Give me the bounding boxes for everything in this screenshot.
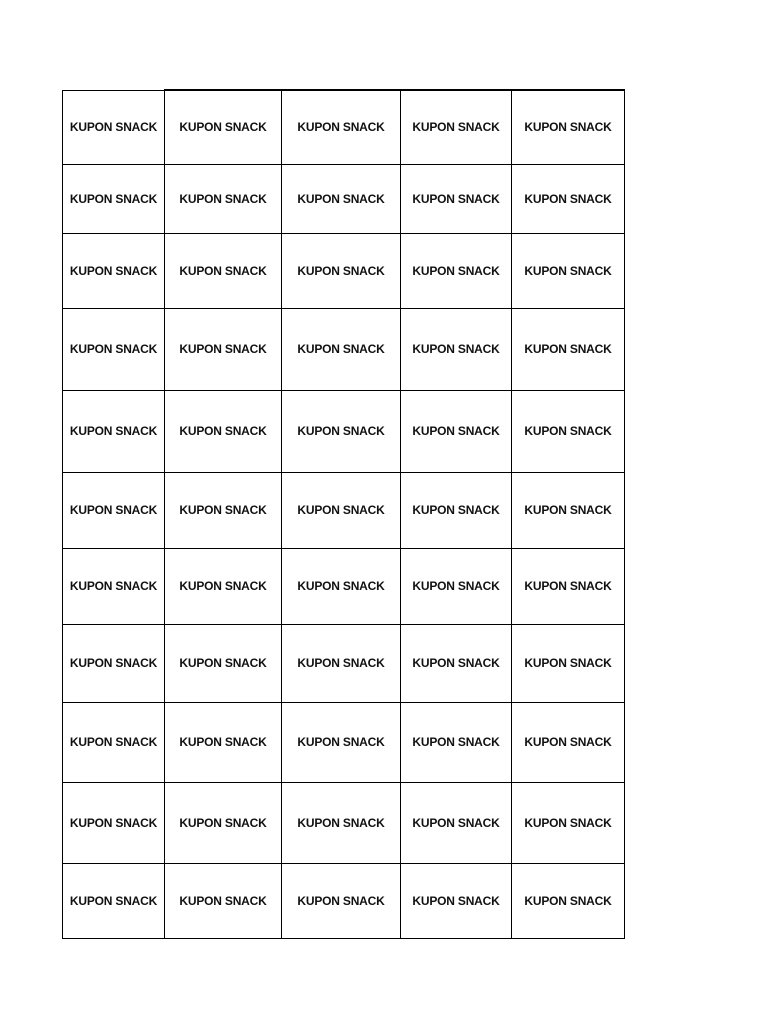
coupon-cell: KUPON SNACK xyxy=(63,702,165,782)
coupon-cell: KUPON SNACK xyxy=(63,624,165,702)
coupon-table-body xyxy=(63,90,625,938)
coupon-row xyxy=(63,164,625,233)
coupon-cell: KUPON SNACK xyxy=(512,624,625,702)
coupon-row xyxy=(63,624,625,702)
coupon-cell: KUPON SNACK xyxy=(63,90,165,164)
coupon-cell: KUPON SNACK xyxy=(401,308,512,390)
coupon-cell: KUPON SNACK xyxy=(512,782,625,863)
coupon-cell: KUPON SNACK xyxy=(401,702,512,782)
coupon-cell: KUPON SNACK xyxy=(512,90,625,164)
coupon-row xyxy=(63,472,625,548)
coupon-cell: KUPON SNACK xyxy=(282,164,401,233)
coupon-cell: KUPON SNACK xyxy=(401,233,512,308)
coupon-cell: KUPON SNACK xyxy=(512,233,625,308)
coupon-cell: KUPON SNACK xyxy=(512,390,625,472)
coupon-cell: KUPON SNACK xyxy=(512,548,625,624)
coupon-cell: KUPON SNACK xyxy=(282,548,401,624)
coupon-row xyxy=(63,863,625,938)
coupon-cell: KUPON SNACK xyxy=(401,90,512,164)
coupon-row xyxy=(63,90,625,164)
coupon-cell: KUPON SNACK xyxy=(282,782,401,863)
coupon-cell: KUPON SNACK xyxy=(282,233,401,308)
coupon-cell: KUPON SNACK xyxy=(165,308,282,390)
coupon-cell: KUPON SNACK xyxy=(282,308,401,390)
coupon-cell: KUPON SNACK xyxy=(63,863,165,938)
coupon-cell: KUPON SNACK xyxy=(165,702,282,782)
coupon-cell: KUPON SNACK xyxy=(165,548,282,624)
coupon-row xyxy=(63,548,625,624)
coupon-cell: KUPON SNACK xyxy=(63,390,165,472)
coupon-cell: KUPON SNACK xyxy=(282,90,401,164)
coupon-cell: KUPON SNACK xyxy=(165,624,282,702)
coupon-cell: KUPON SNACK xyxy=(401,472,512,548)
coupon-cell: KUPON SNACK xyxy=(401,390,512,472)
coupon-cell: KUPON SNACK xyxy=(165,863,282,938)
coupon-cell: KUPON SNACK xyxy=(401,548,512,624)
coupon-cell: KUPON SNACK xyxy=(165,233,282,308)
coupon-cell: KUPON SNACK xyxy=(512,164,625,233)
coupon-cell: KUPON SNACK xyxy=(282,702,401,782)
coupon-cell: KUPON SNACK xyxy=(63,782,165,863)
coupon-cell: KUPON SNACK xyxy=(401,863,512,938)
coupon-cell: KUPON SNACK xyxy=(512,308,625,390)
coupon-cell: KUPON SNACK xyxy=(165,390,282,472)
coupon-cell: KUPON SNACK xyxy=(512,863,625,938)
coupon-row xyxy=(63,390,625,472)
coupon-cell: KUPON SNACK xyxy=(282,863,401,938)
coupon-cell: KUPON SNACK xyxy=(165,164,282,233)
coupon-cell: KUPON SNACK xyxy=(165,90,282,164)
coupon-cell: KUPON SNACK xyxy=(63,164,165,233)
coupon-row xyxy=(63,782,625,863)
coupon-cell: KUPON SNACK xyxy=(63,233,165,308)
coupon-cell: KUPON SNACK xyxy=(63,548,165,624)
coupon-cell: KUPON SNACK xyxy=(282,472,401,548)
coupon-cell: KUPON SNACK xyxy=(282,624,401,702)
coupon-row xyxy=(63,702,625,782)
coupon-cell: KUPON SNACK xyxy=(401,624,512,702)
coupon-cell: KUPON SNACK xyxy=(512,702,625,782)
coupon-row xyxy=(63,308,625,390)
coupon-cell: KUPON SNACK xyxy=(63,308,165,390)
coupon-cell: KUPON SNACK xyxy=(165,472,282,548)
coupon-row xyxy=(63,233,625,308)
coupon-cell: KUPON SNACK xyxy=(401,164,512,233)
coupon-table xyxy=(62,89,625,939)
coupon-cell: KUPON SNACK xyxy=(401,782,512,863)
coupon-cell: KUPON SNACK xyxy=(282,390,401,472)
coupon-cell: KUPON SNACK xyxy=(512,472,625,548)
coupon-cell: KUPON SNACK xyxy=(165,782,282,863)
coupon-cell: KUPON SNACK xyxy=(63,472,165,548)
